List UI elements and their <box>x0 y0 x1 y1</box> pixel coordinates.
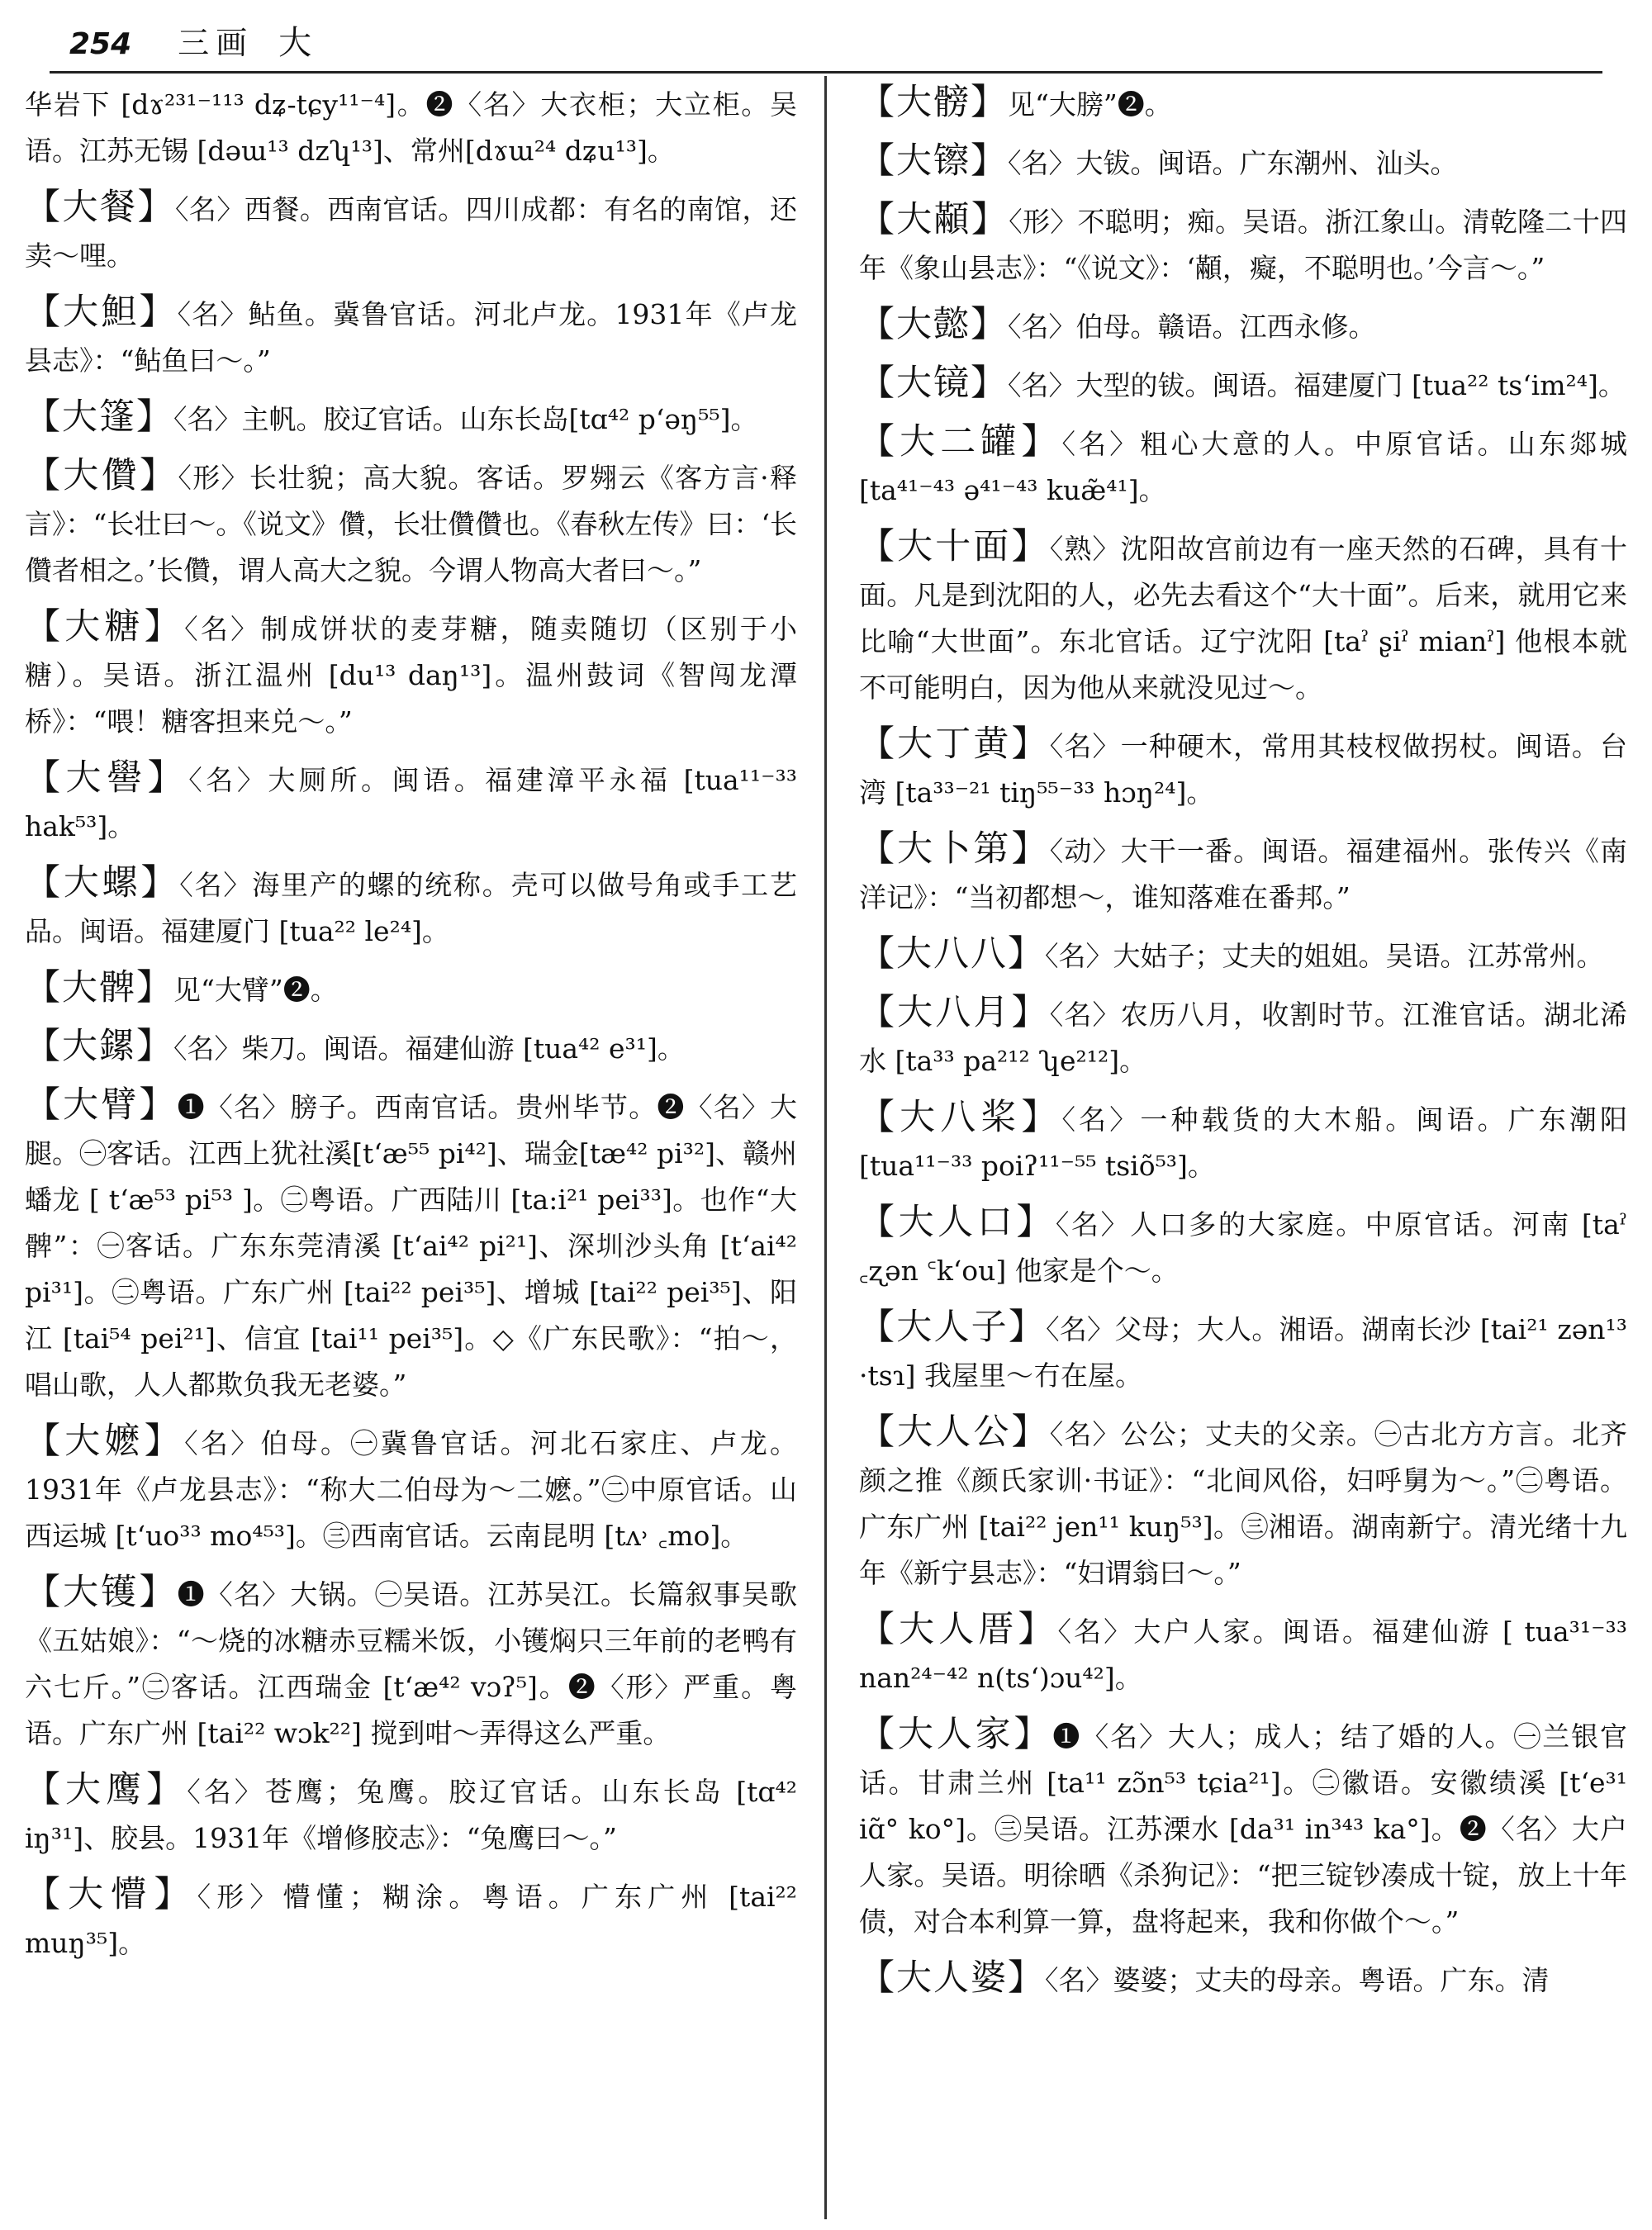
entry-text: 〈名〉大厕所。闽语。福建漳平永福 [tua¹¹⁻³³ hak⁵³]。 <box>25 764 797 842</box>
entry-headword: 【大懵】 <box>25 1874 197 1915</box>
dictionary-entry <box>25 453 797 594</box>
entry-text: 〈名〉粗心大意的人。中原官话。山东郯城 [ta⁴¹⁻⁴³ ə⁴¹⁻⁴³ kuæ̃⁴¹]。 <box>859 428 1627 506</box>
dictionary-entry <box>25 755 797 850</box>
entry-headword: 【大八八】 <box>859 933 1045 975</box>
dictionary-entry <box>25 860 797 955</box>
entry-text: 〈名〉伯母。赣语。江西永修。 <box>1008 311 1376 343</box>
left-column <box>25 79 797 2218</box>
entry-text: 〈名〉婆婆；丈夫的母亲。粤语。广东。清 <box>1045 1964 1550 1996</box>
dictionary-entry <box>859 1094 1627 1189</box>
entry-text: 见“大膀”❷。 <box>1008 88 1172 121</box>
dictionary-entry <box>859 931 1627 980</box>
entry-text: 〈形〉长壮貌；高大貌。客话。罗翙云《客方言·释言》：“长壮曰～。《说文》儹，长壮儹儹也。《春秋左传》曰：‘长儹者相之。’长儹，谓人高大之貌。今谓人物高大者曰～。” <box>25 462 797 586</box>
dictionary-entry <box>25 965 797 1013</box>
entry-text: 〈名〉制成饼状的麦芽糖，随卖随切（区别于小糖）。吴语。浙江温州 [du¹³ daŋ¹³]。温州鼓词《智闯龙潭桥》：“喂！糖客担来兑～。” <box>25 613 797 738</box>
dictionary-entry <box>25 184 797 279</box>
entry-text: 〈名〉人口多的大家庭。中原官话。河南 [taˀ ꜀ʐən ꜂kʻou] 他家是个～。 <box>859 1208 1627 1287</box>
entry-text: 〈形〉懵懂；糊涂。粤语。广东广州 [tai²² muŋ³⁵]。 <box>25 1881 797 1959</box>
entry-headword: 【大懿】 <box>859 304 1008 345</box>
dictionary-entry <box>859 826 1627 921</box>
page-number: 254 <box>69 27 132 61</box>
header-character: 大 <box>278 24 312 62</box>
entry-text: 〈名〉海里产的螺的统称。壳可以做号角或手工艺品。闽语。福建厦门 [tua²² le²⁴]。 <box>25 869 797 947</box>
entry-text: 〈名〉大户人家。闽语。福建仙游 [ tua³¹⁻³³ nan²⁴⁻⁴² n(tsʻ)ɔu⁴²]。 <box>859 1616 1627 1694</box>
entry-headword: 【大篷】 <box>25 396 173 438</box>
dictionary-entry <box>859 1409 1627 1597</box>
entry-headword: 【大臂】 <box>25 1084 178 1126</box>
dictionary-entry <box>859 721 1627 816</box>
dictionary-entry <box>859 301 1627 350</box>
entry-headword: 【大嬷】 <box>25 1421 185 1462</box>
dictionary-entry <box>859 1711 1627 1945</box>
entry-text: 〈名〉父母；大人。湘语。湖南长沙 [tai²¹ zən¹³ ·tsɿ] 我屋里～冇在屋。 <box>859 1313 1627 1392</box>
dictionary-entry <box>25 1023 797 1072</box>
entry-text: 〈名〉西餐。西南官话。四川成都：有名的南馆，还卖～哩。 <box>25 193 797 272</box>
entry-text: 〈形〉不聪明；痴。吴语。浙江象山。清乾隆二十四年《象山县志》：“《说文》：‘顢，癡，不聪明也。’今言～。” <box>859 206 1627 284</box>
entry-headword: 【大丁黄】 <box>859 724 1050 765</box>
dictionary-entry <box>859 1304 1627 1399</box>
dictionary-entry <box>25 79 797 174</box>
entry-text: 〈名〉柴刀。闽语。福建仙游 [tua⁴² e³¹]。 <box>173 1032 685 1065</box>
entry-headword: 【大镜】 <box>859 363 1008 404</box>
dictionary-entry <box>859 1955 1627 2004</box>
dictionary-entry <box>25 289 797 384</box>
entry-headword: 【大镲】 <box>859 140 1008 182</box>
entry-text: ❶〈名〉大锅。㊀吴语。江苏吴江。长篇叙事吴歌《五姑娘》：“～烧的冰糖赤豆糯米饭，小镬焖只三年前的老鸭有六七斤。”㊁客话。江西瑞金 [tʻæ⁴² vɔʔ⁵]。❷〈形〉严重。粤语。广东广州 [tai²² wɔk²²] 搅到咁～弄得这么严重。 <box>25 1578 797 1749</box>
entry-text: 〈名〉伯母。㊀冀鲁官话。河北石家庄、卢龙。1931年《卢龙县志》：“称大二伯母为～二嬷。”㊁中原官话。山西运城 [tʻuo³³ mo⁴⁵³]。㊂西南官话。云南昆明 [tʌ˒ ꜀mo]。 <box>25 1427 797 1552</box>
entry-headword: 【大镬】 <box>25 1572 178 1613</box>
entry-headword: 【大䱇】 <box>25 292 178 333</box>
entry-text: 〈名〉鲇鱼。冀鲁官话。河北卢龙。1931年《卢龙县志》：“鲇鱼曰～。” <box>25 298 797 377</box>
dictionary-entry <box>859 1606 1627 1701</box>
entry-headword: 【大人口】 <box>859 1202 1056 1243</box>
dictionary-entry <box>25 1872 797 1967</box>
dictionary-entry <box>25 1082 797 1408</box>
entry-headword: 【大餐】 <box>25 187 175 228</box>
entry-text: 〈名〉大姑子；丈夫的姐姐。吴语。江苏常州。 <box>1045 940 1604 972</box>
entry-text: ❶〈名〉大人；成人；结了婚的人。㊀兰银官话。甘肃兰州 [ta¹¹ zɔ̃n⁵³ tɕia²¹]。㊁徽语。安徽绩溪 [tʻe³¹ iɑ̃° ko°]。㊂吴语。江苏溧水 [da³¹ in³⁴³ ka°]。❷〈名〉大户人家。吴语。明徐晒《杀狗记》：“把三锭钞凑成十锭，放上十年债，对合本利算一算，盘将起来，我和你做个～。” <box>859 1720 1627 1938</box>
entry-headword: 【大人公】 <box>859 1412 1050 1453</box>
entry-headword: 【大二罐】 <box>859 421 1062 463</box>
entry-headword: 【大卜第】 <box>859 828 1050 870</box>
entry-text: 〈动〉大干一番。闽语。福建福州。张传兴《南洋记》：“当初都想～，谁知落难在番邦。” <box>859 835 1627 913</box>
entry-headword: 【大鹰】 <box>25 1769 188 1810</box>
entry-headword: 【大儹】 <box>25 455 178 496</box>
header-rule <box>50 71 1602 74</box>
dictionary-entry <box>859 419 1627 514</box>
entry-text: 〈名〉主帆。胶辽官话。山东长岛[tɑ⁴² pʻəŋ⁵⁵]。 <box>173 403 758 435</box>
entry-text: 〈名〉公公；丈夫的父亲。㊀古北方方言。北齐颜之推《颜氏家训·书证》：“北间风俗，妇呼舅为～。”㊁粤语。广东广州 [tai²² jen¹¹ kuŋ⁵³]。㊂湘语。湖南新宁。清光绪十九年《新宁县志》：“妇谓翁曰～。” <box>859 1418 1627 1589</box>
entry-headword: 【大嚳】 <box>25 757 189 799</box>
entry-text: 〈名〉苍鹰；兔鹰。胶辽官话。山东长岛 [tɑ⁴² iŋ³¹]、胶县。1931年《增修胶志》：“兔鹰曰～。” <box>25 1776 797 1854</box>
entry-headword: 【大人家】 <box>859 1714 1053 1755</box>
entry-headword: 【大八月】 <box>859 992 1050 1033</box>
dictionary-entry <box>25 394 797 443</box>
dictionary-entry <box>25 1569 797 1757</box>
entry-text: 〈名〉大型的钹。闽语。福建厦门 [tua²² tsʻim²⁴]。 <box>1008 369 1626 401</box>
dictionary-entry <box>859 1199 1627 1294</box>
entry-text: 〈名〉一种硬木，常用其枝杈做拐杖。闽语。台湾 [ta³³⁻²¹ tiŋ⁵⁵⁻³³ hɔŋ²⁴]。 <box>859 730 1627 809</box>
entry-text: ❶〈名〉膀子。西南官话。贵州毕节。❷〈名〉大腿。㊀客话。江西上犹社溪[tʻæ⁵⁵ pi⁴²]、瑞金[tæ⁴² pi³²]、赣州蟠龙 [ tʻæ⁵³ pi⁵³ ]。㊁粤语。广西陆川 [ta:i²¹ pei³³]。也作“大髀”：㊀客话。广东东莞清溪 [tʻai⁴² pi²¹]、深圳沙头角 [tʻai⁴² pi³¹]。㊁粤语。广东广州 [tai²² pei³⁵]、增城 [tai²² pei³⁵]、阳江 [tai⁵⁴ pei²¹]、信宜 [tai¹¹ pei³⁵]。◇《广东民歌》：“拍～，唱山歌，人人都欺负我无老婆。” <box>25 1091 797 1401</box>
column-divider <box>824 76 827 2219</box>
entry-text: 〈名〉大钹。闽语。广东潮州、汕头。 <box>1008 147 1458 179</box>
entry-headword: 【大髀】 <box>25 967 173 1008</box>
entry-headword: 【大糖】 <box>25 606 185 648</box>
right-column <box>859 79 1627 2218</box>
entry-headword: 【大十面】 <box>859 526 1050 567</box>
section-label: 三画 <box>178 25 254 61</box>
entry-text: 华岩下 [dɤ²³¹⁻¹¹³ dʑ-tɕy¹¹⁻⁴]。❷〈名〉大衣柜；大立柜。吴语。江苏无锡 [dəɯ¹³ dzʮ¹³]、常州[dɤɯ²⁴ dʑu¹³]。 <box>25 88 797 167</box>
entry-text: 见“大臂”❷。 <box>173 974 338 1006</box>
dictionary-entry <box>25 1418 797 1559</box>
entry-headword: 【大人婆】 <box>859 1957 1045 1999</box>
dictionary-entry <box>859 138 1627 187</box>
dictionary-entry <box>25 1767 797 1862</box>
entry-headword: 【大鏍】 <box>25 1026 173 1067</box>
entry-text: 〈名〉一种载货的大木船。闽语。广东潮阳 [tua¹¹⁻³³ poiʔ¹¹⁻⁵⁵ tsiõ⁵³]。 <box>859 1103 1627 1182</box>
dictionary-entry <box>859 360 1627 409</box>
page-header <box>69 17 311 66</box>
entry-headword: 【大人子】 <box>859 1307 1047 1348</box>
entry-headword: 【大人厝】 <box>859 1609 1058 1650</box>
dictionary-entry <box>25 604 797 745</box>
entry-headword: 【大顢】 <box>859 199 1009 240</box>
dictionary-entry <box>859 197 1627 292</box>
entry-headword: 【大髈】 <box>859 82 1008 123</box>
entry-text: 〈熟〉沈阳故宫前边有一座天然的石碑，具有十面。凡是到沈阳的人，必先去看这个“大十面”。后来，就用它来比喻“大世面”。东北官话。辽宁沈阳 [taˀ ʂiˀ mianˀ] 他根本就不可能明白，因为他从来就没见过～。 <box>859 533 1627 704</box>
entry-headword: 【大八桨】 <box>859 1097 1062 1138</box>
dictionary-entry <box>859 989 1627 1084</box>
entry-headword: 【大螺】 <box>25 862 180 904</box>
dictionary-entry <box>859 524 1627 711</box>
entry-text: 〈名〉农历八月，收割时节。江淮官话。湖北浠水 [ta³³ pa²¹² ʮe²¹²]。 <box>859 999 1627 1077</box>
dictionary-entry <box>859 79 1627 128</box>
